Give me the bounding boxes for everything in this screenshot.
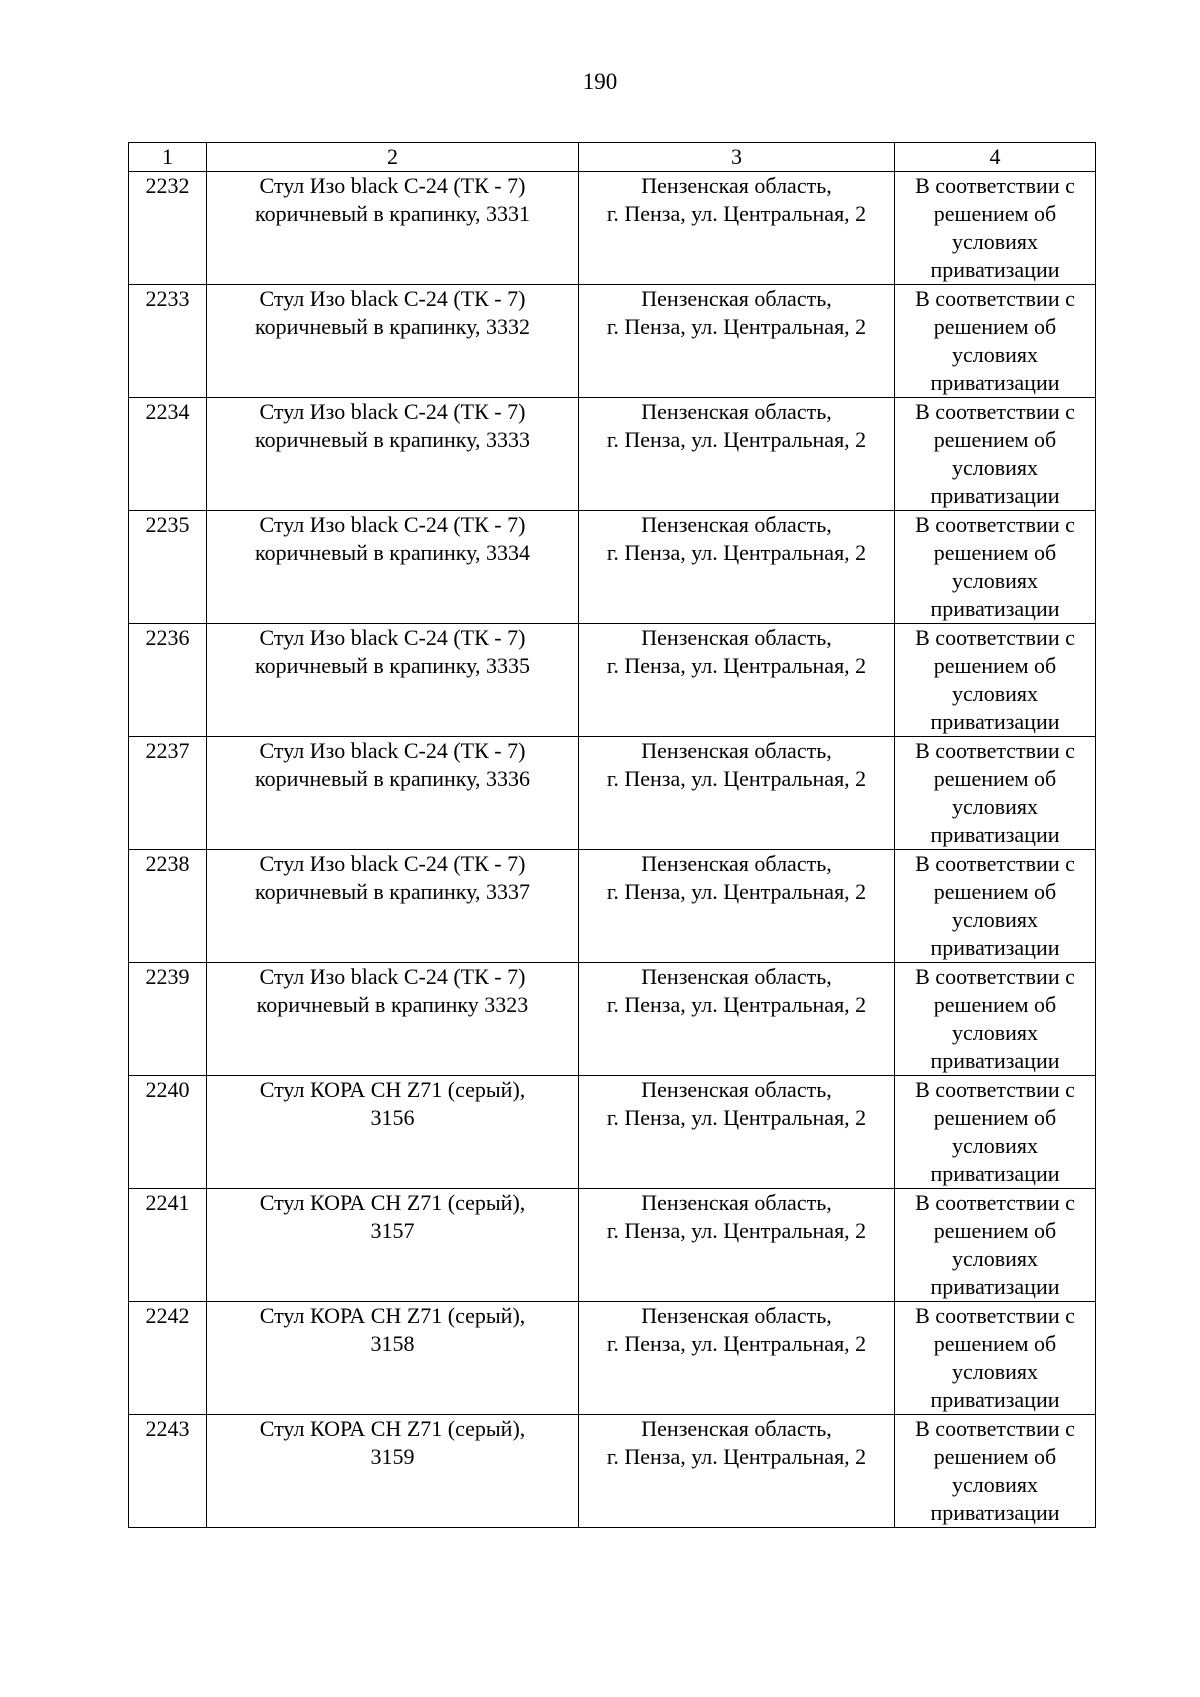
item-basis-line: условиях xyxy=(951,229,1039,254)
item-name-line: коричневый в крапинку, 3334 xyxy=(255,540,530,565)
item-basis-line: условиях xyxy=(951,455,1039,480)
item-basis-line: В соответствии с xyxy=(915,286,1075,311)
item-name-line: Стул Изо black С-24 (ТК - 7) xyxy=(259,964,526,989)
item-basis-cell xyxy=(895,1076,1096,1189)
item-name-line: коричневый в крапинку, 3331 xyxy=(255,201,530,226)
item-basis-line: В соответствии с xyxy=(915,512,1075,537)
item-address-line: Пензенская область, xyxy=(641,1077,832,1102)
item-basis-line: В соответствии с xyxy=(915,964,1075,989)
item-basis-line: В соответствии с xyxy=(915,625,1075,650)
item-basis-line: условиях xyxy=(951,681,1039,706)
item-name-line: коричневый в крапинку, 3333 xyxy=(255,427,530,452)
table-row xyxy=(129,737,1096,850)
item-name-line: коричневый в крапинку, 3335 xyxy=(255,653,530,678)
header-col-3: 3 xyxy=(579,143,895,172)
item-name-cell xyxy=(207,963,579,1076)
item-basis-line: решением об xyxy=(933,766,1057,791)
item-basis-line: условиях xyxy=(951,1472,1039,1497)
item-number: 2236 xyxy=(145,625,190,650)
item-basis-line: В соответствии с xyxy=(915,1303,1075,1328)
item-address-line: г. Пенза, ул. Центральная, 2 xyxy=(606,879,867,904)
item-name-cell xyxy=(207,737,579,850)
item-basis-line: условиях xyxy=(951,794,1039,819)
item-address-line: г. Пенза, ул. Центральная, 2 xyxy=(606,653,867,678)
item-basis-cell xyxy=(895,737,1096,850)
item-number: 2239 xyxy=(145,964,190,989)
item-name-line: коричневый в крапинку, 3337 xyxy=(255,879,530,904)
header-col-1: 1 xyxy=(129,143,207,172)
item-number-cell xyxy=(129,1415,207,1528)
item-basis-cell xyxy=(895,285,1096,398)
item-basis-line: приватизации xyxy=(930,257,1060,282)
table-row xyxy=(129,172,1096,285)
item-address-line: г. Пенза, ул. Центральная, 2 xyxy=(606,1444,867,1469)
item-basis-line: решением об xyxy=(933,1105,1057,1130)
item-basis-line: приватизации xyxy=(930,483,1060,508)
item-basis-line: решением об xyxy=(933,427,1057,452)
header-row xyxy=(129,143,1096,172)
item-name-line: 3158 xyxy=(370,1331,415,1356)
item-address-line: Пензенская область, xyxy=(641,1190,832,1215)
item-name-line: Стул КОРА CH Z71 (серый), xyxy=(259,1077,526,1102)
item-address-line: г. Пенза, ул. Центральная, 2 xyxy=(606,1218,867,1243)
item-basis-cell xyxy=(895,1415,1096,1528)
table-header xyxy=(129,143,1096,172)
item-basis-line: условиях xyxy=(951,1359,1039,1384)
item-number: 2235 xyxy=(145,512,190,537)
page-number: 190 xyxy=(582,69,618,94)
item-address-line: г. Пенза, ул. Центральная, 2 xyxy=(606,1105,867,1130)
item-name-line: Стул Изо black С-24 (ТК - 7) xyxy=(259,512,526,537)
item-address-cell xyxy=(579,172,895,285)
item-basis-line: В соответствии с xyxy=(915,738,1075,763)
item-name-cell xyxy=(207,1189,579,1302)
item-number: 2237 xyxy=(145,738,190,763)
item-number-cell xyxy=(129,511,207,624)
item-name-line: Стул Изо black С-24 (ТК - 7) xyxy=(259,738,526,763)
item-basis-line: решением об xyxy=(933,1218,1057,1243)
item-basis-line: В соответствии с xyxy=(915,1190,1075,1215)
item-basis-cell xyxy=(895,1189,1096,1302)
item-name-cell xyxy=(207,511,579,624)
item-number: 2242 xyxy=(145,1303,190,1328)
item-basis-cell xyxy=(895,398,1096,511)
item-number: 2240 xyxy=(145,1077,190,1102)
item-address-line: Пензенская область, xyxy=(641,1416,832,1441)
header-col-4: 4 xyxy=(895,143,1096,172)
item-address-cell xyxy=(579,850,895,963)
item-name-cell xyxy=(207,285,579,398)
item-address-line: Пензенская область, xyxy=(641,625,832,650)
item-name-line: Стул Изо black С-24 (ТК - 7) xyxy=(259,286,526,311)
item-address-line: г. Пенза, ул. Центральная, 2 xyxy=(606,201,867,226)
item-number: 2232 xyxy=(145,173,190,198)
table-row xyxy=(129,850,1096,963)
item-number-cell xyxy=(129,624,207,737)
item-number: 2233 xyxy=(145,286,190,311)
item-name-line: Стул Изо black С-24 (ТК - 7) xyxy=(259,625,526,650)
inventory-table xyxy=(128,142,1096,1528)
item-number-cell xyxy=(129,850,207,963)
item-basis-line: В соответствии с xyxy=(915,399,1075,424)
item-address-line: Пензенская область, xyxy=(641,173,832,198)
item-basis-line: В соответствии с xyxy=(915,851,1075,876)
item-basis-line: условиях xyxy=(951,342,1039,367)
item-name-line: коричневый в крапинку, 3336 xyxy=(255,766,530,791)
item-name-line: 3157 xyxy=(370,1218,415,1243)
item-number-cell xyxy=(129,737,207,850)
item-number-cell xyxy=(129,963,207,1076)
table-row xyxy=(129,285,1096,398)
item-number: 2241 xyxy=(145,1190,190,1215)
item-name-line: коричневый в крапинку, 3332 xyxy=(255,314,530,339)
item-address-cell xyxy=(579,737,895,850)
item-basis-line: приватизации xyxy=(930,596,1060,621)
table-row xyxy=(129,1189,1096,1302)
item-number: 2238 xyxy=(145,851,190,876)
table-row xyxy=(129,1302,1096,1415)
item-address-cell xyxy=(579,285,895,398)
item-number-cell xyxy=(129,1189,207,1302)
item-basis-line: условиях xyxy=(951,1246,1039,1271)
item-basis-line: решением об xyxy=(933,314,1057,339)
item-basis-line: решением об xyxy=(933,1444,1057,1469)
item-basis-line: условиях xyxy=(951,568,1039,593)
item-basis-line: приватизации xyxy=(930,935,1060,960)
item-basis-line: условиях xyxy=(951,1133,1039,1158)
item-address-line: г. Пенза, ул. Центральная, 2 xyxy=(606,427,867,452)
item-basis-line: решением об xyxy=(933,201,1057,226)
item-basis-line: приватизации xyxy=(930,1161,1060,1186)
item-name-line: коричневый в крапинку 3323 xyxy=(256,992,529,1017)
item-address-line: Пензенская область, xyxy=(641,964,832,989)
item-address-cell xyxy=(579,1302,895,1415)
item-name-cell xyxy=(207,172,579,285)
item-number-cell xyxy=(129,1302,207,1415)
item-address-cell xyxy=(579,1189,895,1302)
item-number-cell xyxy=(129,172,207,285)
table-row xyxy=(129,398,1096,511)
item-name-line: Стул Изо black С-24 (ТК - 7) xyxy=(259,173,526,198)
table-row xyxy=(129,963,1096,1076)
item-basis-line: приватизации xyxy=(930,822,1060,847)
item-basis-line: условиях xyxy=(951,907,1039,932)
item-basis-line: В соответствии с xyxy=(915,1416,1075,1441)
item-number-cell xyxy=(129,398,207,511)
item-address-cell xyxy=(579,963,895,1076)
item-address-cell xyxy=(579,624,895,737)
item-number-cell xyxy=(129,1076,207,1189)
item-name-line: Стул КОРА CH Z71 (серый), xyxy=(259,1303,526,1328)
item-name-cell xyxy=(207,1076,579,1189)
item-address-line: Пензенская область, xyxy=(641,512,832,537)
item-basis-cell xyxy=(895,511,1096,624)
item-name-cell xyxy=(207,624,579,737)
item-address-cell xyxy=(579,1076,895,1189)
item-basis-cell xyxy=(895,1302,1096,1415)
item-basis-line: приватизации xyxy=(930,1500,1060,1525)
item-basis-line: решением об xyxy=(933,879,1057,904)
item-address-line: г. Пенза, ул. Центральная, 2 xyxy=(606,540,867,565)
item-address-line: Пензенская область, xyxy=(641,1303,832,1328)
item-basis-line: В соответствии с xyxy=(915,173,1075,198)
item-basis-cell xyxy=(895,963,1096,1076)
item-name-cell xyxy=(207,1302,579,1415)
item-name-cell xyxy=(207,1415,579,1528)
item-address-cell xyxy=(579,511,895,624)
item-address-line: г. Пенза, ул. Центральная, 2 xyxy=(606,1331,867,1356)
item-basis-line: приватизации xyxy=(930,1274,1060,1299)
item-basis-line: решением об xyxy=(933,653,1057,678)
item-address-line: г. Пенза, ул. Центральная, 2 xyxy=(606,992,867,1017)
table-row xyxy=(129,1415,1096,1528)
item-name-line: Стул Изо black С-24 (ТК - 7) xyxy=(259,399,526,424)
header-col-2: 2 xyxy=(207,143,579,172)
table-row xyxy=(129,624,1096,737)
item-name-line: Стул КОРА CH Z71 (серый), xyxy=(259,1190,526,1215)
item-address-cell xyxy=(579,1415,895,1528)
item-basis-cell xyxy=(895,172,1096,285)
table-row xyxy=(129,511,1096,624)
item-name-cell xyxy=(207,398,579,511)
item-address-line: Пензенская область, xyxy=(641,399,832,424)
item-number: 2234 xyxy=(145,399,190,424)
item-name-line: Стул Изо black С-24 (ТК - 7) xyxy=(259,851,526,876)
item-basis-line: приватизации xyxy=(930,370,1060,395)
item-number: 2243 xyxy=(145,1416,190,1441)
item-basis-cell xyxy=(895,850,1096,963)
table-body xyxy=(129,172,1096,1528)
item-address-line: Пензенская область, xyxy=(641,738,832,763)
item-basis-line: решением об xyxy=(933,992,1057,1017)
item-address-cell xyxy=(579,398,895,511)
item-number-cell xyxy=(129,285,207,398)
item-basis-line: приватизации xyxy=(930,1387,1060,1412)
item-name-line: Стул КОРА CH Z71 (серый), xyxy=(259,1416,526,1441)
item-basis-cell xyxy=(895,624,1096,737)
item-basis-line: условиях xyxy=(951,1020,1039,1045)
table-row xyxy=(129,1076,1096,1189)
item-address-line: Пензенская область, xyxy=(641,286,832,311)
item-basis-line: В соответствии с xyxy=(915,1077,1075,1102)
item-basis-line: приватизации xyxy=(930,709,1060,734)
item-address-line: Пензенская область, xyxy=(641,851,832,876)
item-name-line: 3159 xyxy=(370,1444,415,1469)
item-basis-line: решением об xyxy=(933,540,1057,565)
item-basis-line: приватизации xyxy=(930,1048,1060,1073)
item-basis-line: решением об xyxy=(933,1331,1057,1356)
item-address-line: г. Пенза, ул. Центральная, 2 xyxy=(606,314,867,339)
item-name-line: 3156 xyxy=(370,1105,415,1130)
item-address-line: г. Пенза, ул. Центральная, 2 xyxy=(606,766,867,791)
item-name-cell xyxy=(207,850,579,963)
